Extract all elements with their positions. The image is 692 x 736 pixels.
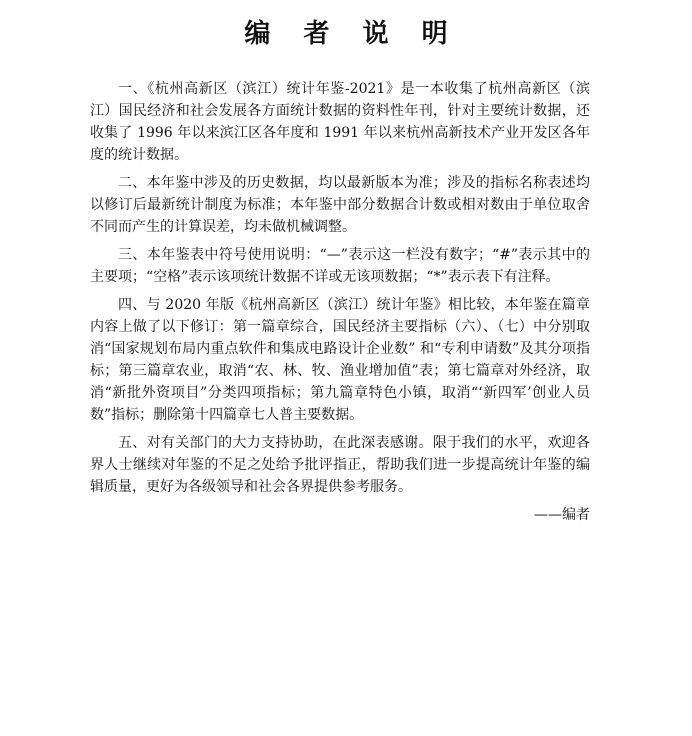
document-body [90, 78, 590, 526]
paragraph-2: 二、本年鉴中涉及的历史数据，均以最新版本为准；涉及的指标名称表述均以修订后最新统计制度为标准；本年鉴中部分数据合计数或相对数由于单位取舍不同而产生的计算误差，均未做机械调整。 [90, 175, 590, 235]
paragraph-5: 五、对有关部门的大力支持协助，在此深表感谢。限于我们的水平，欢迎各界人士继续对年鉴的不足之处给予批评指正，帮助我们进一步提高统计年鉴的编辑质量，更好为各级领导和社会各界提供参考服务。 [90, 435, 590, 495]
paragraph-1: 一、《杭州高新区（滨江）统计年鉴-2021》是一本收集了杭州高新区（滨江）国民经济和社会发展各方面统计数据的资料性年刊，针对主要统计数据，还收集了 1996 年以来滨江区各年度和 1991 年以来杭州高新技术产业开发区各年度的统计数据。 [90, 81, 590, 163]
paragraph-4: 四、与 2020 年版《杭州高新区（滨江）统计年鉴》相比较，本年鉴在篇章内容上做了以下修订：第一篇章综合，国民经济主要指标（六）、（七）中分别取消“国家规划布局内重点软件和集成电路设计企业数” 和“专利申请数”及其分项指标；第三篇章农业，取消“农、林、牧、渔业增加值”表；第七篇章对外经济，取消“新批外资项目”分类四项指标；第九篇章特色小镇，取消“‘新四军’创业人员数”指标；删除第十四篇章七人普主要数据。 [90, 297, 590, 423]
page-title: 编 者 说 明 [244, 19, 460, 49]
signature: ——编者 [534, 507, 590, 523]
paragraph-3: 三、本年鉴表中符号使用说明：“—”表示这一栏没有数字；“#”表示其中的主要项；“空格”表示该项统计数据不详或无该项数据；“*”表示表下有注释。 [90, 247, 590, 285]
